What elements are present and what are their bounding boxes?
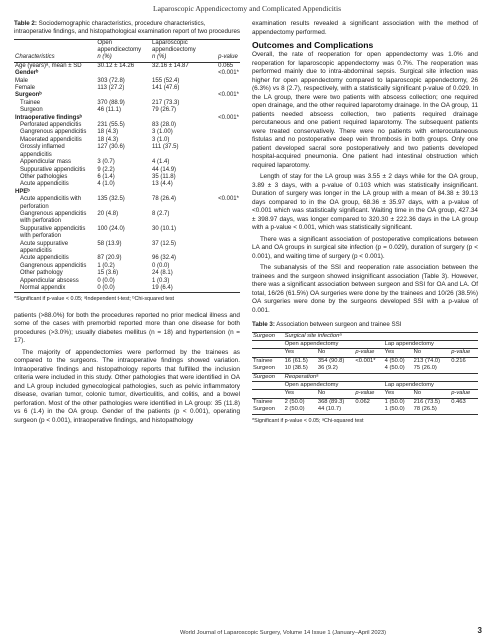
cell-value: 1 (0.3)	[152, 277, 170, 284]
table-row	[14, 115, 240, 122]
row-label: Surgeon	[20, 107, 43, 114]
cell-value	[96, 189, 151, 196]
table2-subheader-row: Characteristics n (%) n (%) p-value	[14, 54, 240, 62]
left-column	[14, 20, 240, 428]
header-characteristics: Characteristics	[15, 54, 55, 61]
row-label: Acute appendicitis with perforation	[20, 196, 82, 210]
row-label: Acute suppurative appendicitis	[20, 240, 69, 254]
cell-value: 9 (2.2)	[97, 166, 115, 173]
cell-value: 100 (24.0)	[97, 225, 125, 232]
cell-value	[217, 270, 240, 277]
cell-value: 15 (3.6)	[97, 270, 119, 277]
table-row	[14, 122, 240, 129]
cell-value: 141 (47.6)	[152, 85, 180, 92]
cell-value	[217, 85, 240, 92]
cell-value: 1 (0.2)	[97, 262, 115, 269]
cell-value: 354 (90.8)	[317, 357, 345, 364]
cell-value	[450, 365, 478, 373]
cell-value: 32.16 ± 14.87	[152, 62, 189, 69]
cell-value: 3 (1.0)	[152, 136, 170, 143]
cell-value: 46 (11.1)	[97, 107, 121, 114]
cell-value: 87 (20.9)	[97, 255, 122, 262]
cell-value	[96, 70, 151, 77]
cell-value: <0.001*	[218, 114, 239, 121]
cell-value: 231 (55.5)	[97, 122, 125, 129]
paragraph: examination results revealed a significant association with the method of appendectomy performed.	[252, 20, 478, 36]
cell-value: 4 (50.0)	[384, 357, 405, 364]
row-label: Gangrenous appendicitis	[20, 129, 87, 136]
cell-value: 18 (4.3)	[97, 136, 119, 143]
cell-value: 83 (28.0)	[152, 122, 177, 129]
section-title: Outcomes and Complications	[252, 40, 374, 50]
cell-value: 135 (32.5)	[97, 196, 125, 203]
cell-value	[217, 285, 240, 293]
cell-value: 16 (61.5)	[284, 357, 308, 364]
cell-value: 19 (6.4)	[152, 285, 173, 291]
row-label: HPEᵇ	[15, 188, 30, 195]
row-label: Intraoperative findingsᵇ	[15, 114, 83, 121]
cell-value: 0.065	[218, 62, 234, 69]
table-row	[14, 263, 240, 270]
cell-value	[217, 226, 240, 241]
cell-value: 370 (88.9)	[97, 99, 125, 106]
cell-value	[217, 181, 240, 188]
cell-value: 4 (1.4)	[152, 159, 170, 166]
cell-value: 8 (2.7)	[152, 210, 170, 217]
cell-value: 10 (38.5)	[284, 365, 308, 372]
row-label: Appendicular abscess	[20, 277, 79, 284]
cell-value	[151, 70, 217, 77]
cell-value: 368 (89.3)	[317, 398, 345, 405]
journal-footer: World Journal of Laparoscopic Surgery, Volume 14 Issue 1 (January–April 2023)	[180, 630, 387, 636]
cell-value	[217, 122, 240, 129]
cell-value	[151, 92, 217, 99]
header-pvalue: p-value	[218, 54, 238, 61]
row-label: Genderᵇ	[15, 70, 39, 77]
row-label: Surgeonᵇ	[15, 92, 42, 99]
cell-value: 0 (0.0)	[152, 262, 170, 269]
cell-value: 2 (50.0)	[284, 398, 305, 405]
cell-value	[217, 167, 240, 174]
cell-value: 1 (50.0)	[384, 398, 405, 405]
row-label: Appendicular mass	[20, 159, 72, 166]
table-row	[14, 159, 240, 166]
cell-value	[217, 211, 240, 226]
cell-value	[217, 174, 240, 181]
cell-value	[217, 278, 240, 285]
row-label: Surgeon	[253, 406, 275, 413]
cell-value: 58 (13.9)	[97, 240, 122, 247]
table3-note: *Significant if p-value < 0.05; ᵃChi-squared test	[252, 417, 364, 424]
row-label: Age (years)ᵃ, mean ± SD	[15, 62, 82, 69]
table2-header-row	[14, 39, 240, 54]
cell-value: 36 (9.2)	[317, 365, 338, 372]
cell-value: 79 (26.7)	[152, 107, 177, 114]
cell-value	[151, 189, 217, 196]
right-column	[252, 20, 478, 425]
table-row	[14, 211, 240, 226]
cell-value: 44 (14.9)	[152, 166, 177, 173]
table-row	[14, 70, 240, 77]
cell-value	[217, 241, 240, 256]
cell-value: 44 (10.7)	[317, 406, 342, 413]
table-row	[14, 174, 240, 181]
header-open: Open appendicectomy	[97, 39, 142, 53]
cell-value: 217 (73.3)	[152, 99, 180, 106]
table-row	[14, 144, 240, 159]
table-row	[14, 285, 240, 293]
row-label: Trainee	[253, 398, 273, 405]
cell-value	[217, 137, 240, 144]
cell-value: 113 (27.2)	[97, 85, 125, 92]
table3: Surgeon Surgical site infectionᵃ Open appendectomy Lap appendectomy Yes No p-value Yes No p-value Trainee 16 (61.5) 354 (90.8) <0.001* 4 (50.0) 213 (74.0) 0.216 Surgeon 10 (38.5) 36 (9.2) 4 (50.0) 75 (26.0) Surgeon Reoperationᵃ Open appendectomy Lap appendectomy Yes No p-value Yes No p-value Trainee 2 (50.0) 368 (89.3) 0.062 1 (50.0) 216 (73.5) 0.463 Surgeon 2 (50.0) 44 (10.7) 1 (50.0) 78 (26.5)	[252, 332, 478, 415]
cell-value	[217, 255, 240, 262]
cell-value: 0 (0.0)	[97, 277, 115, 284]
row-label: Female	[15, 85, 36, 92]
header-lap: Laparoscopic appendicectomy	[152, 39, 196, 53]
table-row	[14, 167, 240, 174]
table2-note: *Significant if p-value < 0.05; ᵃIndependent t-test; ᵇChi-squared test	[14, 296, 175, 303]
cell-value: 127 (30.6)	[97, 144, 125, 151]
cell-value: 0.463	[451, 398, 466, 405]
row-label: Normal appendix	[20, 285, 66, 291]
cell-value	[217, 189, 240, 196]
table-row	[14, 241, 240, 256]
cell-value: 0.062	[355, 398, 370, 405]
cell-value: <0.001*	[218, 196, 239, 203]
cell-value: 18 (4.3)	[97, 129, 119, 136]
cell-value	[217, 263, 240, 270]
cell-value: 216 (73.5)	[413, 398, 441, 405]
table2	[14, 39, 240, 294]
table-row	[14, 270, 240, 277]
cell-value: 37 (12.5)	[152, 240, 177, 247]
cell-value: 2 (50.0)	[284, 406, 305, 413]
cell-value: 75 (26.0)	[413, 365, 437, 372]
cell-value	[354, 406, 383, 414]
paragraph: patients (>88.0%) for both the procedures reported no prior medical illness and some of the cases with premorbid reported more than one disease for both procedures (>3.0%); usually diabetes mellitus (n = 18) and hypertension (n = 17).	[14, 311, 240, 345]
cell-value: <0.001*	[218, 92, 239, 99]
cell-value: 0 (0.0)	[97, 285, 115, 291]
row-label: Other pathologies	[20, 173, 68, 180]
cell-value	[217, 144, 240, 159]
row-label: Male	[15, 77, 29, 84]
cell-value	[217, 100, 240, 107]
table-row	[14, 226, 240, 241]
cell-value	[96, 92, 151, 99]
table-row	[14, 181, 240, 188]
paragraph: Overall, the rate of reoperation for open appendectomy was 1.0% and reoperation for laparoscopic appendectomy was 0.7%. The reoperation was performed mainly due to intra-abdominal sepsis. Surgical site infection was higher for open appendectomy compared to laparoscopic appendectomy, 26 (6.3%) vs 8 (2.7), respectively, with a statistically significant p-value of 0.029. In the LA group, there were two patients with abscess collection; one required open drainage, and the other required laparotomy drainage. In the OA group, 11 patients needed abscess collection, two patients required drainage percutaneous and one patient required laparotomy. The subsequent patients were treated conservatively. There were no patients with enterocutaneous fistulas and no postoperative deep vein thrombosis in both groups. Only one patient developed sacral sore postoperatively and two patients developed hospital-acquired pneumonia. One patient had intestinal obstruction which required laparotomy.	[252, 51, 478, 169]
cell-value: 30 (10.1)	[152, 225, 177, 232]
cell-value: 78 (26.5)	[413, 406, 437, 413]
cell-value: 6 (1.4)	[97, 173, 115, 180]
row-label: Trainee	[253, 357, 273, 364]
running-header: Laparoscopic Appendicectomy and Complicated Appendicitis	[152, 4, 342, 13]
cell-value: 4 (50.0)	[384, 365, 405, 372]
cell-value: 35 (11.8)	[152, 173, 176, 180]
cell-value: 155 (52.4)	[152, 77, 180, 84]
cell-value: 3 (0.7)	[97, 159, 115, 166]
row-label: Surgeon	[253, 365, 275, 372]
table-row	[14, 137, 240, 144]
cell-value: 0.216	[451, 357, 466, 364]
table2-caption: Table 2: Sociodemographic characteristics, procedure characteristics, intraoperative findings, and histopathological examination report of two procedures	[14, 20, 240, 36]
cell-value: 213 (74.0)	[413, 357, 441, 364]
paragraph: The majority of appendectomies were performed by the trainees as compared to the surgeons. The intraoperative findings showed variation. Intraoperative findings and histopathology reports that fulfilled the inclusion criteria were included in this study. Other pathologies that were identified in OA and LA group included gynecological pathologies, such as pelvic inflammatory disease, ovarian tumor, colonic tumor, diverticulitis, and colitis, and a bowel perforation. Most of the other pathologies were identified in LA group: 35 (11.8) vs 6 (1.4) in the OA group. Gender of the patients (p < 0.001), operating surgeon (p < 0.001), intraoperative findings, and histopathology	[14, 348, 240, 424]
row-label: Macerated appendicitis	[20, 136, 82, 143]
table-row	[14, 78, 240, 85]
row-label: Perforated appendicitis	[20, 122, 82, 129]
cell-value: 78 (26.4)	[152, 196, 177, 203]
cell-value: <0.001*	[218, 70, 239, 77]
table-row	[14, 100, 240, 107]
paragraph: The subanalysis of the SSI and reoperation rate association between the trainees and the surgeon showed insignificant association (Table 3). However, there was a significant association between surgeon and SSI for OA and LA. Of total, 16/26 (61.5%) OA surgeries were done by the trainees and 10/26 (38.5%) OA surgeries were done by the surgeons developed SSI with a p-value of 0.001.	[252, 264, 478, 314]
cell-value	[151, 115, 217, 122]
cell-value: 111 (37.5)	[152, 144, 179, 151]
table-row	[14, 85, 240, 92]
table-row	[14, 107, 240, 114]
table-row	[252, 406, 478, 414]
row-label: Grossly inflamed appendicitis	[20, 144, 65, 158]
cell-value	[217, 107, 240, 114]
cell-value	[217, 159, 240, 166]
table3-caption: Table 3: Association between surgeon and trainee SSI	[252, 321, 402, 329]
table-row	[14, 62, 240, 70]
table-row	[14, 278, 240, 285]
paragraph: Length of stay for the LA group was 3.55 ± 2 days while for the OA group, 3.89 ± 3 days, with a p-value of 0.103 which was statistically insignificant. Duration of surgery was longer in the LA group with a mean of 84.38 ± 39.13 days compared to in the OA group, 68.36 ± 35.97 days, with a p-value of <0.001 which was statistically significant. Waiting time in the OA group, 427.34 ± 398.97 days, was longer compared to 320.30 ± 222.36 days in the LA group with a p-value < 0.001, which was statistically significant.	[252, 173, 478, 232]
cell-value	[354, 365, 383, 373]
cell-value: 4 (1.0)	[97, 181, 115, 188]
row-label: Suppurative appendicitis with perforation	[20, 225, 86, 240]
cell-value: <0.001*	[355, 357, 376, 364]
table-row	[14, 92, 240, 99]
row-label: Suppurative appendicitis	[20, 166, 86, 173]
cell-value	[96, 115, 151, 122]
row-label: Gangrenous appendicitis	[20, 262, 87, 269]
cell-value: 24 (8.1)	[152, 270, 173, 277]
cell-value: 20 (4.8)	[97, 210, 119, 217]
cell-value: 30.12 ± 14.26	[97, 62, 135, 69]
cell-value	[217, 129, 240, 136]
page-number: 3	[477, 626, 482, 635]
table-row	[252, 398, 478, 406]
cell-value: 3 (1.00)	[152, 129, 173, 136]
cell-value: 96 (32.4)	[152, 255, 177, 262]
cell-value: 13 (4.4)	[152, 181, 173, 188]
paragraph: There was a significant association of postoperative complications between LA and OA groups in surgical site infection (p = 0.029), duration of surgery (p < 0.001), and waiting time of surgery (p < 0.001).	[252, 235, 478, 260]
table-row	[252, 357, 478, 365]
row-label: Trainee	[20, 99, 41, 106]
row-label: Other pathology	[20, 270, 63, 277]
cell-value	[217, 78, 240, 85]
table-row	[14, 255, 240, 262]
table-row	[252, 365, 478, 373]
table-row	[14, 129, 240, 136]
row-label: Acute appendicitis	[20, 255, 69, 262]
cell-value: 303 (72.8)	[97, 77, 125, 84]
cell-value	[450, 406, 478, 414]
table-row	[14, 196, 240, 211]
row-label: Gangrenous appendicitis with perforation	[20, 210, 87, 225]
table-row	[14, 189, 240, 196]
row-label: Acute appendicitis	[20, 181, 69, 188]
cell-value: 1 (50.0)	[384, 406, 405, 413]
